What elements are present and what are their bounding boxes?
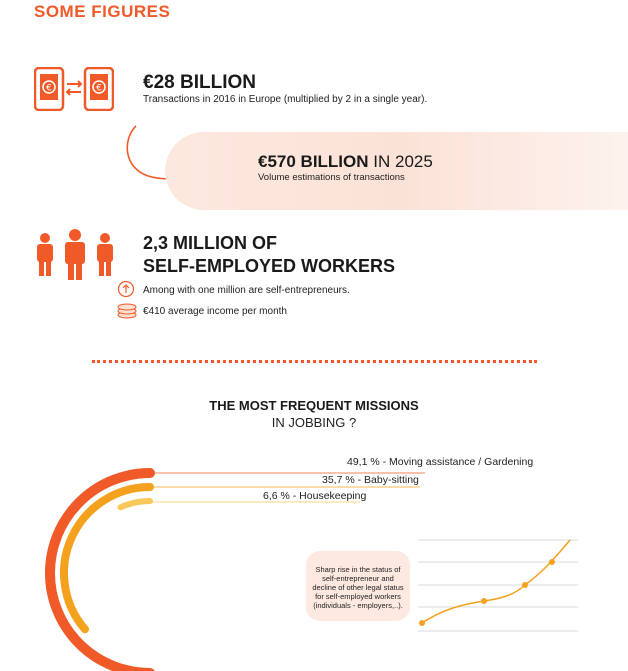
workers-detail-income: €410 average income per month bbox=[143, 306, 287, 317]
svg-text:€: € bbox=[96, 83, 102, 94]
legend-moving-assistance: 49,1 % - Moving assistance / Gardening bbox=[347, 456, 534, 468]
phone-exchange-icon bbox=[34, 67, 114, 111]
transactions-subtitle: Transactions in 2016 in Europe (multiplied by 2 in a single year). bbox=[143, 94, 428, 105]
trend-point bbox=[419, 620, 425, 626]
missions-title: THE MOST FREQUENT MISSIONS bbox=[209, 398, 419, 413]
estimation-subtitle: Volume estimations of transactions bbox=[258, 172, 405, 183]
coins-icon bbox=[115, 301, 139, 319]
workers-detail-entrepreneurs: Among with one million are self-entrepreneurs. bbox=[143, 285, 350, 296]
arc-housekeeping bbox=[120, 501, 150, 507]
transactions-title: €28 BILLION bbox=[143, 72, 256, 93]
section-title: SOME FIGURES bbox=[34, 2, 171, 21]
people-icon bbox=[33, 228, 117, 280]
legend-baby-sitting: 35,7 % - Baby-sitting bbox=[322, 474, 419, 486]
workers-title: 2,3 MILLION OF SELF-EMPLOYED WORKERS bbox=[143, 233, 396, 276]
trend-point bbox=[522, 582, 528, 588]
note-text: Sharp rise in the status of self-entrepreneur and decline of other legal status for self-employed workers (individuals - employers,..). bbox=[312, 565, 404, 610]
svg-text:€: € bbox=[46, 83, 52, 94]
trend-point bbox=[481, 598, 487, 604]
dotted-divider bbox=[92, 360, 537, 363]
estimation-title: €570 BILLION IN 2025 bbox=[258, 152, 433, 171]
arrow-up-circle-icon bbox=[117, 280, 137, 298]
trend-line-chart bbox=[410, 534, 580, 644]
trend-line bbox=[422, 540, 570, 623]
legend-housekeeping: 6,6 % - Housekeeping bbox=[263, 490, 367, 502]
trend-point bbox=[549, 559, 555, 565]
missions-subtitle: IN JOBBING ? bbox=[271, 415, 357, 430]
